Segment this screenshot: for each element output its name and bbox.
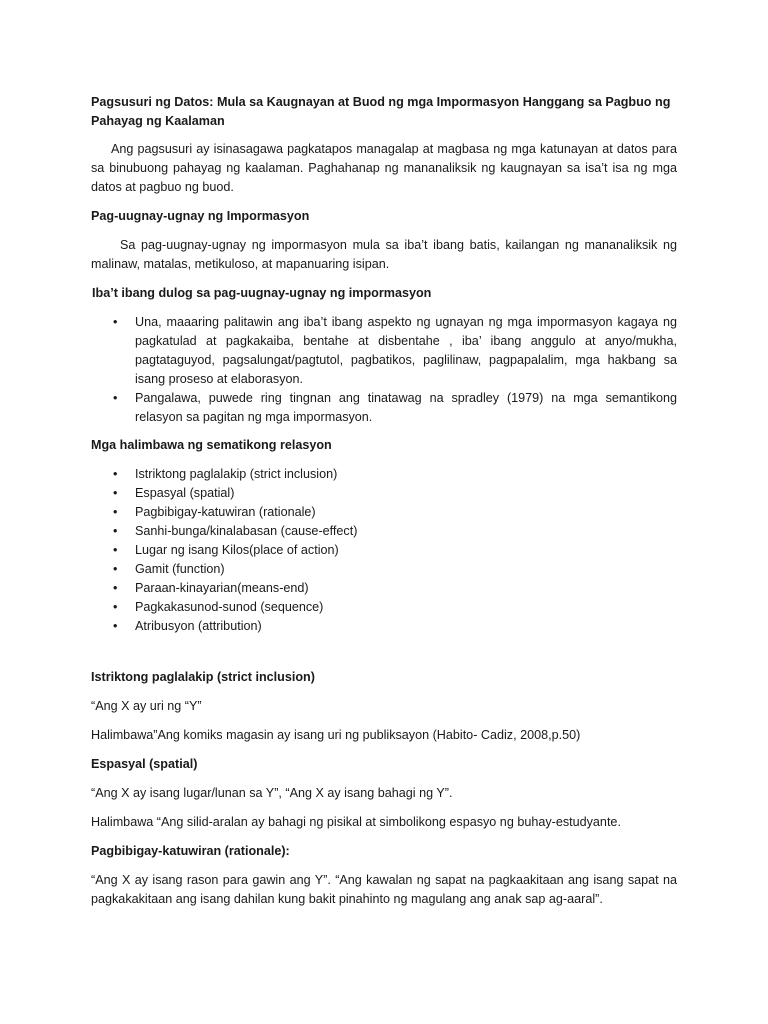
relasyon-list-container	[91, 465, 677, 636]
dulog-list-container	[91, 313, 677, 427]
list-item: • Gamit (function)	[91, 560, 677, 579]
section-heading-istriktong: Istriktong paglalakip (strict inclusion)	[91, 670, 315, 684]
section-heading-pagbibigay: Pagbibigay-katuwiran (rationale):	[91, 844, 290, 858]
list-item: • Pangalawa, puwede ring tingnan ang tinatawag na spradley (1979) na mga semantikong relasyon sa pagitan ng mga impormasyon.	[91, 389, 677, 427]
section-heading-halimbawa: Mga halimbawa ng sematikong relasyon	[91, 438, 332, 452]
section-paragraph-pag-uugnay: Sa pag-uugnay-ugnay ng impormasyon mula sa iba’t ibang batis, kailangan ng mananaliksik ng malinaw, matalas, metikuloso, at mapanuaring isipan.	[91, 238, 677, 271]
list-item: • Pagbibigay-katuwiran (rationale)	[91, 503, 677, 522]
list-item: • Espasyal (spatial)	[91, 484, 677, 503]
espasyal-example: Halimbawa “Ang silid-aralan ay bahagi ng pisikal at simbolikong espasyo ng buhay-estudyante.	[91, 815, 621, 829]
relasyon-list	[91, 465, 677, 636]
list-item: • Istriktong paglalakip (strict inclusion)	[91, 465, 677, 484]
list-item: • Sanhi-bunga/kinalabasan (cause-effect)	[91, 522, 677, 541]
section-heading-pag-uugnay: Pag-uugnay-ugnay ng Impormasyon	[91, 209, 310, 223]
istriktong-example: Halimbawa”Ang komiks magasin ay isang uri ng publiksayon (Habito- Cadiz, 2008,p.50)	[91, 728, 581, 742]
espasyal-formula: “Ang X ay isang lugar/lunan sa Y”, “Ang X ay isang bahagi ng Y”.	[91, 786, 453, 800]
istriktong-formula: “Ang X ay uri ng “Y”	[91, 699, 202, 713]
dulog-list	[91, 313, 677, 427]
section-heading-espasyal: Espasyal (spatial)	[91, 757, 198, 771]
list-item: • Pagkakasunod-sunod (sequence)	[91, 598, 677, 617]
intro-paragraph: Ang pagsusuri ay isinasagawa pagkatapos managalap at magbasa ng mga katunayan at datos para sa binubuong pahayag ng kaalaman. Paghahanap ng mananaliksik ng kaugnayan sa isa’t isa ng mga datos at pagbuo ng buod.	[91, 142, 677, 194]
document-title: Pagsusuri ng Datos: Mula sa Kaugnayan at Buod ng mga Impormasyon Hanggang sa Pagbuo ng Pahayag ng Kaalaman	[91, 95, 671, 128]
pagbibigay-paragraph: “Ang X ay isang rason para gawin ang Y”. “Ang kawalan ng sapat na pagkaakitaan ang isang sapat na pagkakakitaan ang isang dahilan kung bakit pinahinto ng magulang ang anak sap ag-aaral”.	[91, 873, 677, 906]
list-item: • Lugar ng isang Kilos(place of action)	[91, 541, 677, 560]
list-item: • Una, maaaring palitawin ang iba’t ibang aspekto ng ugnayan ng mga impormasyon kagaya ng pagkatulad at pagkakaiba, bentahe at disbentahe , iba’ ibang anggulo at anyo/mukha, pagtataguyod, pagsalungat/pagtutol, pagbatikos, paglilinaw, pagpapalalim, mga hakbang sa isang proseso at elaborasyon.	[91, 313, 677, 389]
section-heading-dulog: Iba’t ibang dulog sa pag-uugnay-ugnay ng impormasyon	[92, 286, 432, 300]
list-item: • Paraan-kinayarian(means-end)	[91, 579, 677, 598]
list-item: • Atribusyon (attribution)	[91, 617, 677, 636]
